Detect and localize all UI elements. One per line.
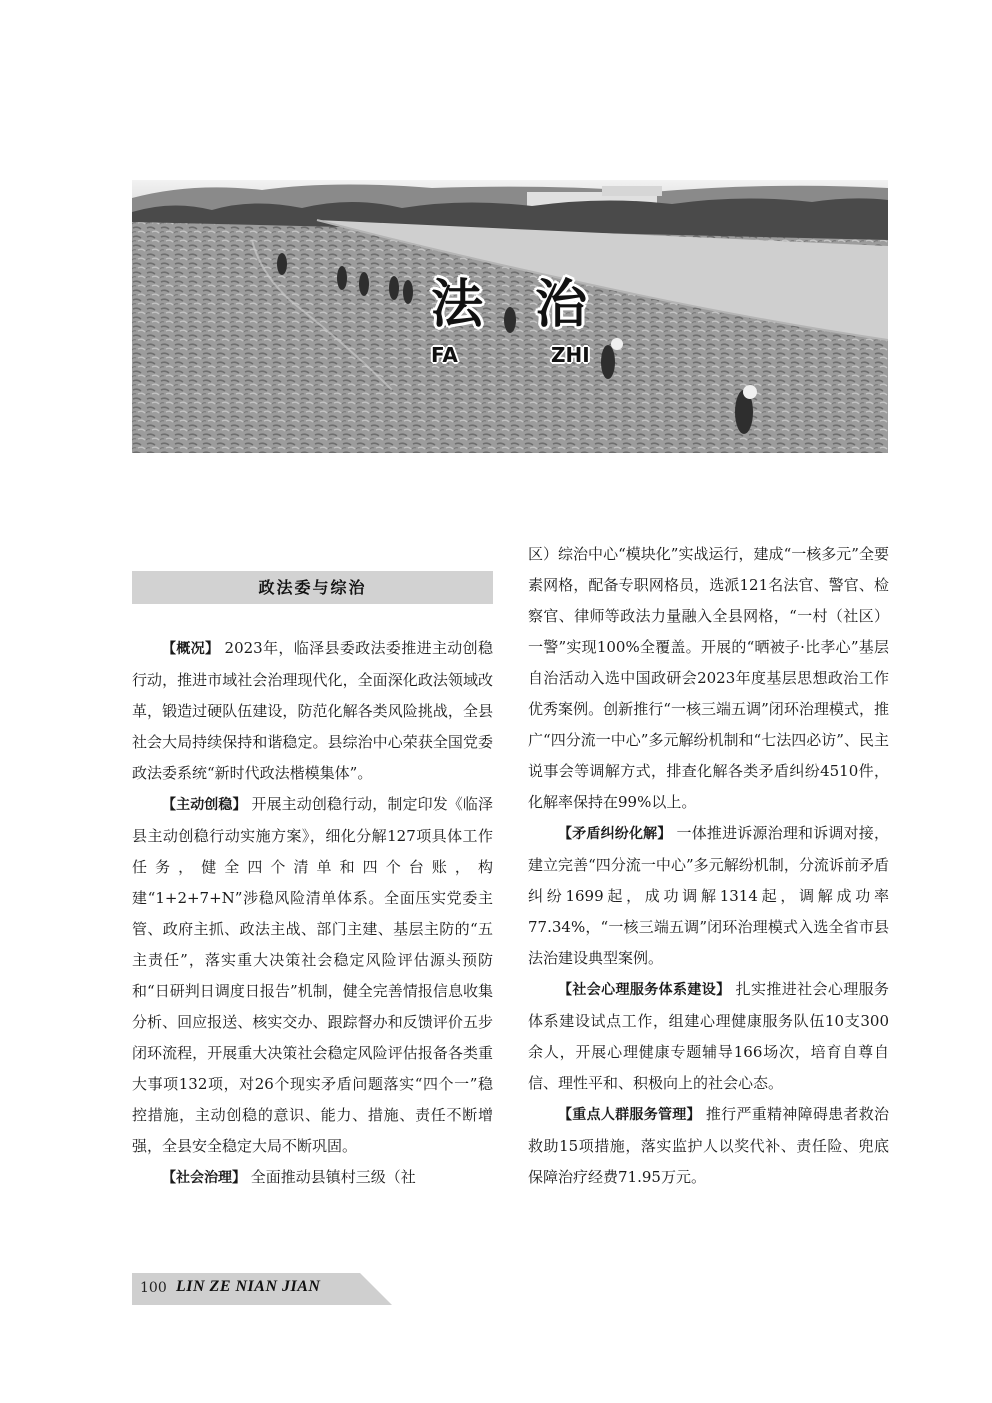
chapter-title-char-2: 治: [535, 275, 590, 335]
section-title: 政法委与综治: [132, 571, 493, 604]
chapter-title: [132, 262, 888, 337]
chapter-title-char-1: 法: [430, 275, 485, 335]
paragraph-head: 【社会治理】: [162, 1170, 246, 1186]
paragraph: [528, 974, 889, 1099]
left-column: [132, 633, 493, 1194]
paragraph-text: 开展主动创稳行动，制定印发《临泽县主动创稳行动实施方案》，细化分解127项具体工作任务，健全四个清单和四个台账，构建“1+2+7+N”涉稳风险清单体系。全面压实党委主管、政府主抓、政法主战、部门主建、基层主防的“五主责任”，落实重大决策社会稳定风险评估源头预防和“日研判日调度日报告”机制，健全完善情报信息收集分析、回应报送、核实交办、跟踪督办和反馈评价五步闭环流程，开展重大决策社会稳定风险评估报备各类重大事项132项，对26个现实矛盾问题落实“四个一”稳控措施，主动创稳的意识、能力、措施、责任不断增强，全县安全稳定大局不断巩固。: [132, 795, 493, 1155]
paragraph: [132, 633, 493, 789]
paragraph-head: 【矛盾纠纷化解】: [558, 826, 672, 842]
paragraph-head: 【社会心理服务体系建设】: [558, 982, 731, 998]
paragraph-head: 【主动创稳】: [162, 797, 247, 813]
paragraph-text: 区）综治中心“模块化”实战运行，建成“一核多元”全要素网格，配备专职网格员，选派121名法官、警官、检察官、律师等政法力量融入全县网格，“一村（社区）一警”实现100%全覆盖。开展的“晒被子·比孝心”基层自治活动入选中国政研会2023年度基层思想政治工作优秀案例。创新推行“一核三端五调”闭环治理模式，推广“四分流一中心”多元解纷机制和“七法四必访”、民主说事会等调解方式，排查化解各类矛盾纠纷4510件，化解率保持在99%以上。: [528, 545, 889, 811]
right-column: [528, 539, 889, 1193]
paragraph: [528, 539, 889, 818]
chapter-pinyin-2: ZHI: [551, 343, 590, 367]
paragraph-text: 全面推动县镇村三级（社: [246, 1168, 416, 1186]
paragraph: [528, 818, 889, 974]
paragraph-head: 【重点人群服务管理】: [558, 1107, 701, 1123]
paragraph-text: 2023年，临泽县委政法委推进主动创稳行动，推进市域社会治理现代化，全面深化政法领域改革，锻造过硬队伍建设，防范化解各类风险挑战，全县社会大局持续保持和谐稳定。县综治中心荣获全国党委政法委系统“新时代政法楷模集体”。: [132, 639, 494, 782]
paragraph: [528, 1099, 889, 1193]
page-footer: [132, 1273, 392, 1305]
chapter-pinyin-1: FA: [431, 343, 458, 367]
paragraph-text: 一体推进诉源治理和诉调对接，建立完善“四分流一中心”多元解纷机制，分流诉前矛盾纠纷1699起，成功调解1314起，调解成功率77.34%，“一核三端五调”闭环治理模式入选全省市县法治建设典型案例。: [528, 824, 890, 967]
yearbook-title: LIN ZE NIAN JIAN: [176, 1278, 321, 1295]
paragraph-head: 【概况】: [162, 641, 220, 657]
paragraph: [132, 789, 493, 1162]
page-number: 100: [140, 1280, 167, 1296]
chapter-banner: [132, 180, 888, 453]
paragraph-text: 推行严重精神障碍患者救治救助15项措施，落实监护人以奖代补、责任险、兜底保障治疗经费71.95万元。: [528, 1105, 889, 1186]
paragraph-text: 扎实推进社会心理服务体系建设试点工作，组建心理健康服务队伍10支300余人，开展心理健康专题辅导166场次，培育自尊自信、理性平和、积极向上的社会心态。: [528, 980, 889, 1092]
paragraph: [132, 1162, 493, 1194]
